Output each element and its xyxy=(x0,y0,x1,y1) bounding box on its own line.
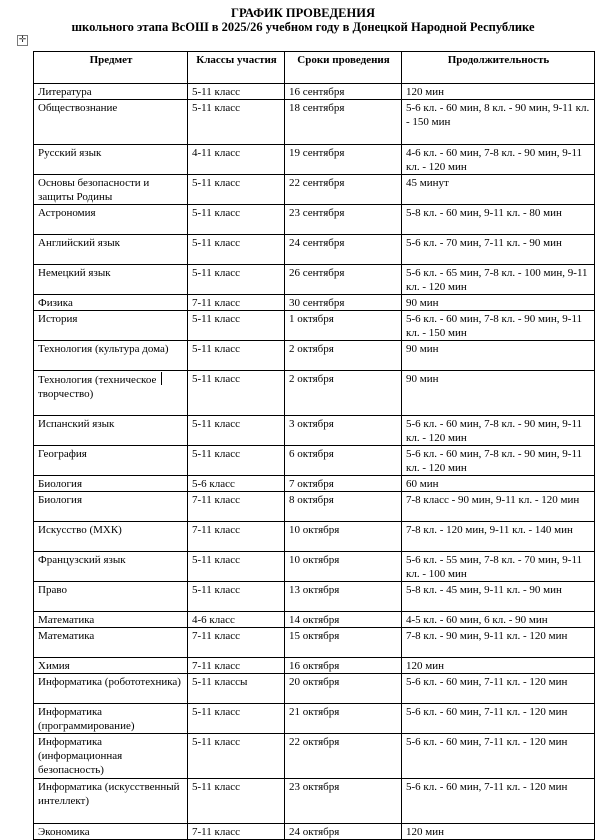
table-row xyxy=(34,658,595,674)
cell-grades[interactable]: 5-11 класс xyxy=(188,416,285,446)
cell-dates[interactable]: 24 сентября xyxy=(285,235,402,265)
cell-subject[interactable]: Информатика (робототехника) xyxy=(34,674,188,704)
table-row xyxy=(34,341,595,371)
cell-dates[interactable]: 22 октября xyxy=(285,734,402,779)
cell-subject[interactable]: Технология (культура дома) xyxy=(34,341,188,371)
cell-subject[interactable]: Математика xyxy=(34,612,188,628)
table-row xyxy=(34,295,595,311)
cell-dates[interactable]: 24 октября xyxy=(285,824,402,840)
cell-dates[interactable]: 2 октября xyxy=(285,371,402,416)
cell-subject[interactable]: География xyxy=(34,446,188,476)
cell-grades[interactable]: 5-11 класс xyxy=(188,100,285,145)
move-cross-icon[interactable]: ✛ xyxy=(18,35,27,45)
table-row xyxy=(34,779,595,824)
cell-dates[interactable]: 23 октября xyxy=(285,779,402,824)
cell-dates[interactable]: 8 октября xyxy=(285,492,402,522)
table-row xyxy=(34,582,595,612)
table-row xyxy=(34,674,595,704)
cell-subject[interactable]: Французский язык xyxy=(34,552,188,582)
cell-duration[interactable]: 5-8 кл. - 45 мин, 9-11 кл. - 90 мин xyxy=(402,582,595,612)
header-subject: Предмет xyxy=(34,52,188,84)
cell-duration[interactable]: 5-6 кл. - 70 мин, 7-11 кл. - 90 мин xyxy=(402,235,595,265)
cell-subject[interactable]: Литература xyxy=(34,84,188,100)
table-row xyxy=(34,265,595,295)
cell-duration[interactable]: 90 мин xyxy=(402,295,595,311)
cell-dates[interactable]: 23 сентября xyxy=(285,205,402,235)
table-row xyxy=(34,446,595,476)
table-row xyxy=(34,704,595,734)
cell-grades[interactable]: 5-11 класс xyxy=(188,704,285,734)
cell-grades[interactable]: 5-11 класс xyxy=(188,235,285,265)
cell-subject[interactable]: Астрономия xyxy=(34,205,188,235)
cell-grades[interactable]: 5-11 класс xyxy=(188,446,285,476)
cell-subject[interactable]: Математика xyxy=(34,628,188,658)
cell-duration[interactable]: 7-8 кл. - 120 мин, 9-11 кл. - 140 мин xyxy=(402,522,595,552)
cell-duration[interactable]: 60 мин xyxy=(402,476,595,492)
cell-subject[interactable]: Право xyxy=(34,582,188,612)
cell-grades[interactable]: 5-11 класс xyxy=(188,84,285,100)
cell-dates[interactable]: 26 сентября xyxy=(285,265,402,295)
cell-dates[interactable]: 2 октября xyxy=(285,341,402,371)
cell-grades[interactable]: 5-11 классы xyxy=(188,674,285,704)
cell-duration[interactable]: 5-6 кл. - 60 мин, 8 кл. - 90 мин, 9-11 кл. - 150 мин xyxy=(402,100,595,145)
table-body xyxy=(34,84,595,840)
document-title xyxy=(0,6,606,34)
table-row xyxy=(34,552,595,582)
cell-subject[interactable]: Английский язык xyxy=(34,235,188,265)
cell-duration[interactable]: 5-6 кл. - 55 мин, 7-8 кл. - 70 мин, 9-11 кл. - 100 мин xyxy=(402,552,595,582)
cell-duration[interactable]: 120 мин xyxy=(402,658,595,674)
cell-dates[interactable]: 30 сентября xyxy=(285,295,402,311)
cell-duration[interactable]: 90 мин xyxy=(402,371,595,416)
cell-duration[interactable]: 7-8 класс - 90 мин, 9-11 кл. - 120 мин xyxy=(402,492,595,522)
header-dates: Сроки проведения xyxy=(285,52,402,84)
cell-dates[interactable]: 16 сентября xyxy=(285,84,402,100)
cell-duration[interactable]: 4-6 кл. - 60 мин, 7-8 кл. - 90 мин, 9-11 кл. - 120 мин xyxy=(402,145,595,175)
cell-duration[interactable]: 45 минут xyxy=(402,175,595,205)
title-line-1: ГРАФИК ПРОВЕДЕНИЯ xyxy=(231,6,375,20)
table-header-row xyxy=(34,52,595,84)
cell-dates[interactable]: 7 октября xyxy=(285,476,402,492)
cell-duration[interactable]: 5-8 кл. - 60 мин, 9-11 кл. - 80 мин xyxy=(402,205,595,235)
table-row xyxy=(34,416,595,446)
cell-grades[interactable]: 7-11 класс xyxy=(188,295,285,311)
table-row xyxy=(34,205,595,235)
cell-grades[interactable]: 4-6 класс xyxy=(188,612,285,628)
cell-subject[interactable]: Биология xyxy=(34,492,188,522)
table-row xyxy=(34,522,595,552)
cell-dates[interactable]: 1 октября xyxy=(285,311,402,341)
table-row xyxy=(34,628,595,658)
cell-grades[interactable]: 5-11 класс xyxy=(188,779,285,824)
cell-grades[interactable]: 7-11 класс xyxy=(188,824,285,840)
cell-grades[interactable]: 5-11 класс xyxy=(188,175,285,205)
cell-duration[interactable]: 120 мин xyxy=(402,84,595,100)
cell-duration[interactable]: 5-6 кл. - 60 мин, 7-8 кл. - 90 мин, 9-11 кл. - 120 мин xyxy=(402,446,595,476)
cell-subject[interactable]: Искусство (МХК) xyxy=(34,522,188,552)
table-row xyxy=(34,734,595,779)
cell-dates[interactable]: 18 сентября xyxy=(285,100,402,145)
cell-grades[interactable]: 7-11 класс xyxy=(188,628,285,658)
table-row xyxy=(34,175,595,205)
cell-subject[interactable]: Информатика (информационная безопасность) xyxy=(34,734,188,779)
cell-grades[interactable]: 7-11 класс xyxy=(188,522,285,552)
cell-dates[interactable]: 16 октября xyxy=(285,658,402,674)
table-row xyxy=(34,311,595,341)
cell-grades[interactable]: 7-11 класс xyxy=(188,492,285,522)
cell-subject[interactable]: История xyxy=(34,311,188,341)
table-row xyxy=(34,612,595,628)
table-row xyxy=(34,824,595,840)
table-row xyxy=(34,235,595,265)
title-line-2: школьного этапа ВсОШ в 2025/26 учебном году в Донецкой Народной Республике xyxy=(71,20,535,34)
cell-grades[interactable]: 5-11 класс xyxy=(188,582,285,612)
table-row xyxy=(34,476,595,492)
cell-duration[interactable]: 5-6 кл. - 60 мин, 7-8 кл. - 90 мин, 9-11 кл. - 120 мин xyxy=(402,416,595,446)
cell-subject[interactable]: Информатика (искусственный интеллект) xyxy=(34,779,188,824)
cell-dates[interactable]: 22 сентября xyxy=(285,175,402,205)
cell-duration[interactable]: 4-5 кл. - 60 мин, 6 кл. - 90 мин xyxy=(402,612,595,628)
schedule-table xyxy=(33,51,595,840)
cell-grades[interactable]: 4-11 класс xyxy=(188,145,285,175)
cell-subject[interactable]: Физика xyxy=(34,295,188,311)
cell-grades[interactable]: 7-11 класс xyxy=(188,658,285,674)
cell-subject[interactable]: Немецкий язык xyxy=(34,265,188,295)
cell-dates[interactable]: 15 октября xyxy=(285,628,402,658)
cell-duration[interactable]: 90 мин xyxy=(402,341,595,371)
cell-dates[interactable]: 20 октября xyxy=(285,674,402,704)
cell-dates[interactable]: 14 октября xyxy=(285,612,402,628)
cell-duration[interactable]: 5-6 кл. - 65 мин, 7-8 кл. - 100 мин, 9-11 кл. - 120 мин xyxy=(402,265,595,295)
text-cursor xyxy=(161,372,162,385)
cell-grades[interactable]: 5-6 класс xyxy=(188,476,285,492)
header-duration: Продолжительность xyxy=(402,52,595,84)
cell-subject[interactable]: Информатика (программирование) xyxy=(34,704,188,734)
cell-grades[interactable]: 5-11 класс xyxy=(188,205,285,235)
header-grades: Классы участия xyxy=(188,52,285,84)
cell-subject[interactable]: Биология xyxy=(34,476,188,492)
table-row xyxy=(34,492,595,522)
cell-grades[interactable]: 5-11 класс xyxy=(188,311,285,341)
table-row xyxy=(34,371,595,416)
cell-subject[interactable]: Обществознание xyxy=(34,100,188,145)
cell-dates[interactable]: 6 октября xyxy=(285,446,402,476)
cell-dates[interactable]: 19 сентября xyxy=(285,145,402,175)
cell-duration[interactable]: 5-6 кл. - 60 мин, 7-11 кл. - 120 мин xyxy=(402,734,595,779)
cell-duration[interactable]: 5-6 кл. - 60 мин, 7-11 кл. - 120 мин xyxy=(402,704,595,734)
cell-grades[interactable]: 5-11 класс xyxy=(188,552,285,582)
cell-subject[interactable]: Основы безопасности и защиты Родины xyxy=(34,175,188,205)
table-row xyxy=(34,145,595,175)
cell-grades[interactable]: 5-11 класс xyxy=(188,341,285,371)
cell-dates[interactable]: 3 октября xyxy=(285,416,402,446)
cell-subject[interactable]: Технология (техническое творчество) xyxy=(34,371,188,416)
cell-grades[interactable]: 5-11 класс xyxy=(188,734,285,779)
cell-dates[interactable]: 13 октября xyxy=(285,582,402,612)
cell-dates[interactable]: 10 октября xyxy=(285,552,402,582)
cell-dates[interactable]: 10 октября xyxy=(285,522,402,552)
cell-grades[interactable]: 5-11 класс xyxy=(188,371,285,416)
table-row xyxy=(34,100,595,145)
cell-duration[interactable]: 5-6 кл. - 60 мин, 7-11 кл. - 120 мин xyxy=(402,674,595,704)
table-row xyxy=(34,84,595,100)
cell-grades[interactable]: 5-11 класс xyxy=(188,265,285,295)
cell-duration[interactable]: 5-6 кл. - 60 мин, 7-11 кл. - 120 мин xyxy=(402,779,595,824)
cell-dates[interactable]: 21 октября xyxy=(285,704,402,734)
cell-duration[interactable]: 7-8 кл. - 90 мин, 9-11 кл. - 120 мин xyxy=(402,628,595,658)
cell-duration[interactable]: 120 мин xyxy=(402,824,595,840)
cell-duration[interactable]: 5-6 кл. - 60 мин, 7-8 кл. - 90 мин, 9-11 кл. - 150 мин xyxy=(402,311,595,341)
cell-subject[interactable]: Испанский язык xyxy=(34,416,188,446)
cell-subject[interactable]: Химия xyxy=(34,658,188,674)
cell-subject[interactable]: Русский язык xyxy=(34,145,188,175)
cell-subject[interactable]: Экономика xyxy=(34,824,188,840)
